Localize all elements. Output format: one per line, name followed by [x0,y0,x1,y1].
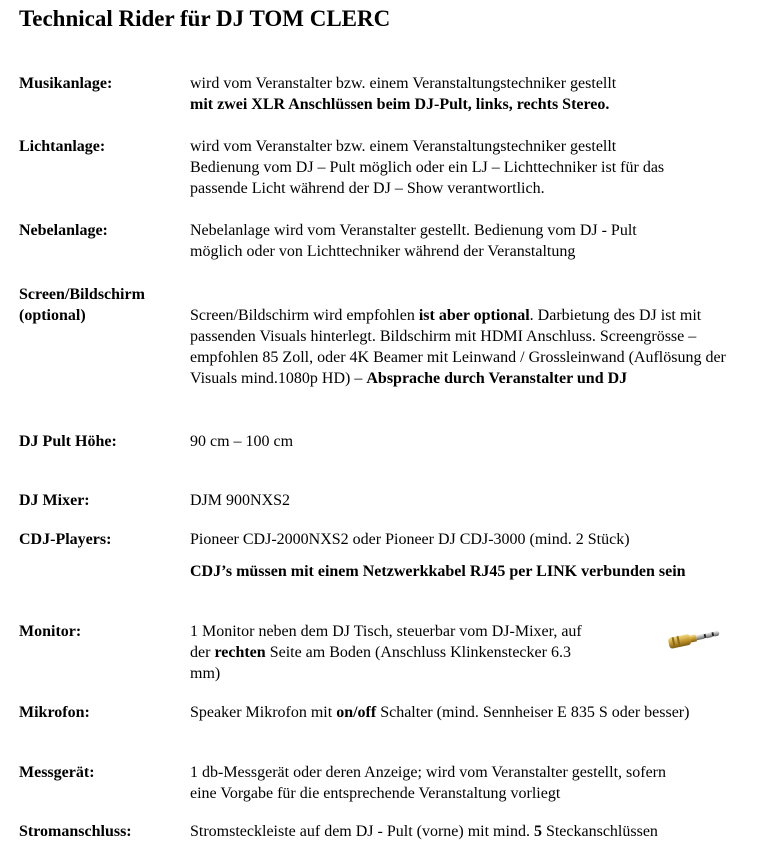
text-line: möglich oder von Lichttechniker während der Veranstaltung [190,243,576,260]
section-content [190,821,755,842]
text-line: wird vom Veranstalter bzw. einem Veranstaltungstechniker gestellt [190,138,617,155]
section-label [19,284,184,326]
section-label: DJ Mixer: [19,492,90,509]
section-label: Monitor: [19,623,82,640]
label-line: Screen/Bildschirm [19,286,145,303]
section-content [190,305,755,389]
text-line: passende Licht während der DJ – Show verantwortlich. [190,180,545,197]
section-label: Musikanlage: [19,75,113,92]
text-span: Steckanschlüssen [541,823,658,840]
jack-plug-icon [664,623,722,651]
section-label: Stromanschluss: [19,823,132,840]
section-content [190,136,755,199]
text-line: Pioneer CDJ-2000NXS2 oder Pioneer DJ CDJ-3000 (mind. 2 Stück) [190,531,630,548]
section-content [190,762,755,804]
text-span-bold: Absprache durch Veranstalter und DJ [366,370,628,387]
section-content [190,220,755,262]
text-line: DJM 900NXS2 [190,492,291,509]
section-content [190,529,755,582]
section-label: CDJ-Players: [19,531,112,548]
section-label: DJ Pult Höhe: [19,433,117,450]
section-content [190,73,755,115]
section-label: Lichtanlage: [19,138,106,155]
text-span: Schalter (mind. Sennheiser E 835 S oder besser) [376,704,690,721]
text-paragraph [190,702,755,723]
text-span: Speaker Mikrofon mit [190,704,337,721]
text-line-bold: CDJ’s müssen mit einem Netzwerkkabel RJ45 per LINK verbunden sein [190,563,686,580]
text-span-bold: rechten [214,644,266,661]
text-line: wird vom Veranstalter bzw. einem Veranstaltungstechniker gestellt [190,75,617,92]
text-line: Nebelanlage wird vom Veranstalter gestellt. Bedienung vom DJ - Pult [190,222,637,239]
text-line: 1 Monitor neben dem DJ Tisch, steuerbar vom DJ-Mixer, auf [190,623,582,640]
text-span: Stromsteckleiste auf dem DJ - Pult (vorne) mit mind. [190,823,534,840]
section-label: Messgerät: [19,764,95,781]
text-span: der [190,644,215,661]
text-span-bold: on/off [336,704,377,721]
text-paragraph [190,821,755,842]
section-content [190,702,755,723]
text-span-bold: 5 [533,823,542,840]
text-line: mm) [190,665,221,682]
section-label: Mikrofon: [19,704,90,721]
text-paragraph [190,305,755,389]
text-span: . Darbietung des DJ ist mit passenden Visuals hinterlegt. Bildschirm mit HDMI Anschluss. Screengrösse – empfohlen 85 Zoll, oder 4K Beamer mit Leinwand / Grossleinwand (Auflösung der Visuals mind.1080p HD) – [190,307,726,387]
text-line: eine Vorgabe für die entsprechende Veranstaltung vorliegt [190,785,561,802]
label-line: (optional) [19,307,86,324]
page-title: Technical Rider für DJ TOM CLERC [19,6,391,31]
text-span-bold: ist aber optional [418,307,530,324]
text-line: 90 cm – 100 cm [190,433,294,450]
section-content [190,490,755,511]
text-line: Bedienung vom DJ – Pult möglich oder ein LJ – Lichttechniker ist für das [190,159,665,176]
section-content [190,431,755,452]
text-span: Screen/Bildschirm wird empfohlen [190,307,419,324]
text-span: Seite am Boden (Anschluss Klinkenstecker 6.3 [265,644,571,661]
section-label: Nebelanlage: [19,222,108,239]
text-line-bold: mit zwei XLR Anschlüssen beim DJ-Pult, links, rechts Stereo. [190,96,610,113]
text-line: 1 db-Messgerät oder deren Anzeige; wird vom Veranstalter gestellt, sofern [190,764,666,781]
